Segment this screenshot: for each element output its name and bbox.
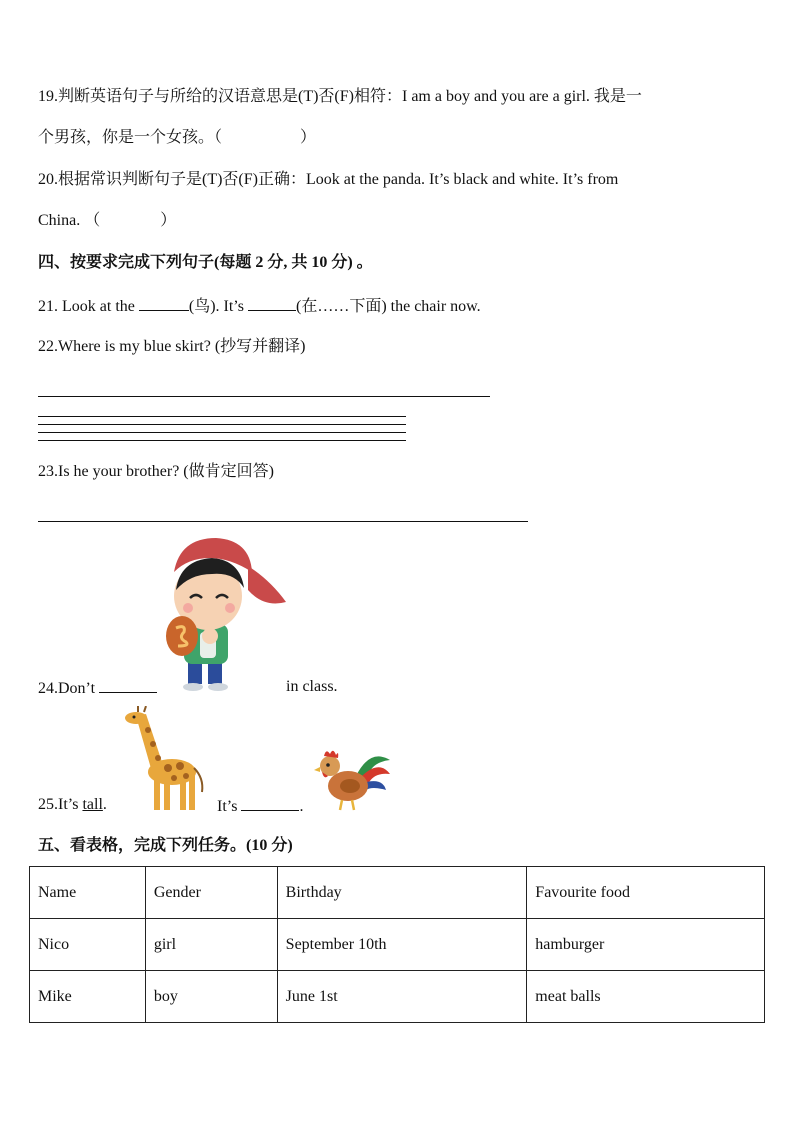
cell-birthday: September 10th <box>277 919 527 971</box>
rooster-illustration <box>312 746 392 812</box>
q24 <box>38 676 157 700</box>
q25-text-1: 25.It’s <box>38 796 83 813</box>
header-birthday: Birthday <box>277 867 527 919</box>
cell-birthday: June 1st <box>277 971 527 1023</box>
q20-text: China. （ <box>38 212 101 229</box>
q25-text-4: . <box>299 798 304 815</box>
q22-writing-line-1[interactable] <box>38 416 406 417</box>
cell-name: Nico <box>30 919 146 971</box>
header-name: Name <box>30 867 146 919</box>
cell-food: hamburger <box>527 919 765 971</box>
table-header-row <box>30 867 765 919</box>
q23-answer-line[interactable] <box>38 521 528 522</box>
q20-close-paren: ） <box>160 212 177 229</box>
q22-writing-line-4[interactable] <box>38 440 406 441</box>
section-5-title: 五、看表格，完成下列任务。(10 分) <box>38 837 293 854</box>
q19-close-paren: ） <box>300 129 317 146</box>
table-row <box>30 971 765 1023</box>
cell-food: meat balls <box>527 971 765 1023</box>
header-gender: Gender <box>145 867 277 919</box>
info-table <box>29 866 765 1023</box>
q25-example-word: tall <box>82 796 103 813</box>
q24-blank[interactable] <box>99 676 157 693</box>
q20-line-2 <box>38 210 176 232</box>
cell-gender: boy <box>145 971 277 1023</box>
q25 <box>38 794 107 816</box>
q22-writing-line-2[interactable] <box>38 424 406 425</box>
q19-text: 个男孩，你是一个女孩。（ <box>38 129 223 146</box>
q21-text-3: (在……下面) the chair now. <box>295 298 481 315</box>
boy-eating-illustration <box>160 532 290 694</box>
q25-text-3: It’s <box>217 798 242 815</box>
q22-prompt: 22.Where is my blue skirt? (抄写并翻译) <box>38 338 306 355</box>
q25-text-2: . <box>102 796 107 813</box>
section-4-title: 四、按要求完成下列句子(每题 2 分, 共 10 分) 。 <box>38 254 373 271</box>
q19-line-2 <box>38 127 316 149</box>
cell-name: Mike <box>30 971 146 1023</box>
q24-text-1: 24.Don’t <box>38 680 100 697</box>
q21-blank-1[interactable] <box>139 294 189 311</box>
table-row <box>30 919 765 971</box>
q21 <box>38 294 481 318</box>
cell-gender: girl <box>145 919 277 971</box>
q21-text-1: 21. Look at the <box>38 298 139 315</box>
q20-line-1: 20.根据常识判断句子是(T)否(F)正确：Look at the panda. It’s black and white. It’s from <box>38 171 619 188</box>
header-favourite-food: Favourite food <box>527 867 765 919</box>
q19-line-1: 19.判断英语句子与所给的汉语意思是(T)否(F)相符：I am a boy and you are a girl. 我是一 <box>38 88 642 105</box>
q21-text-2: (鸟). It’s <box>188 298 248 315</box>
q21-blank-2[interactable] <box>248 294 296 311</box>
q24-text-2: in class. <box>286 678 338 695</box>
q22-copy-line[interactable] <box>38 396 490 397</box>
q25-second <box>217 794 303 818</box>
giraffe-illustration <box>122 706 208 812</box>
q23-prompt: 23.Is he your brother? (做肯定回答) <box>38 463 274 480</box>
q22-writing-line-3[interactable] <box>38 432 406 433</box>
q25-blank[interactable] <box>241 794 299 811</box>
